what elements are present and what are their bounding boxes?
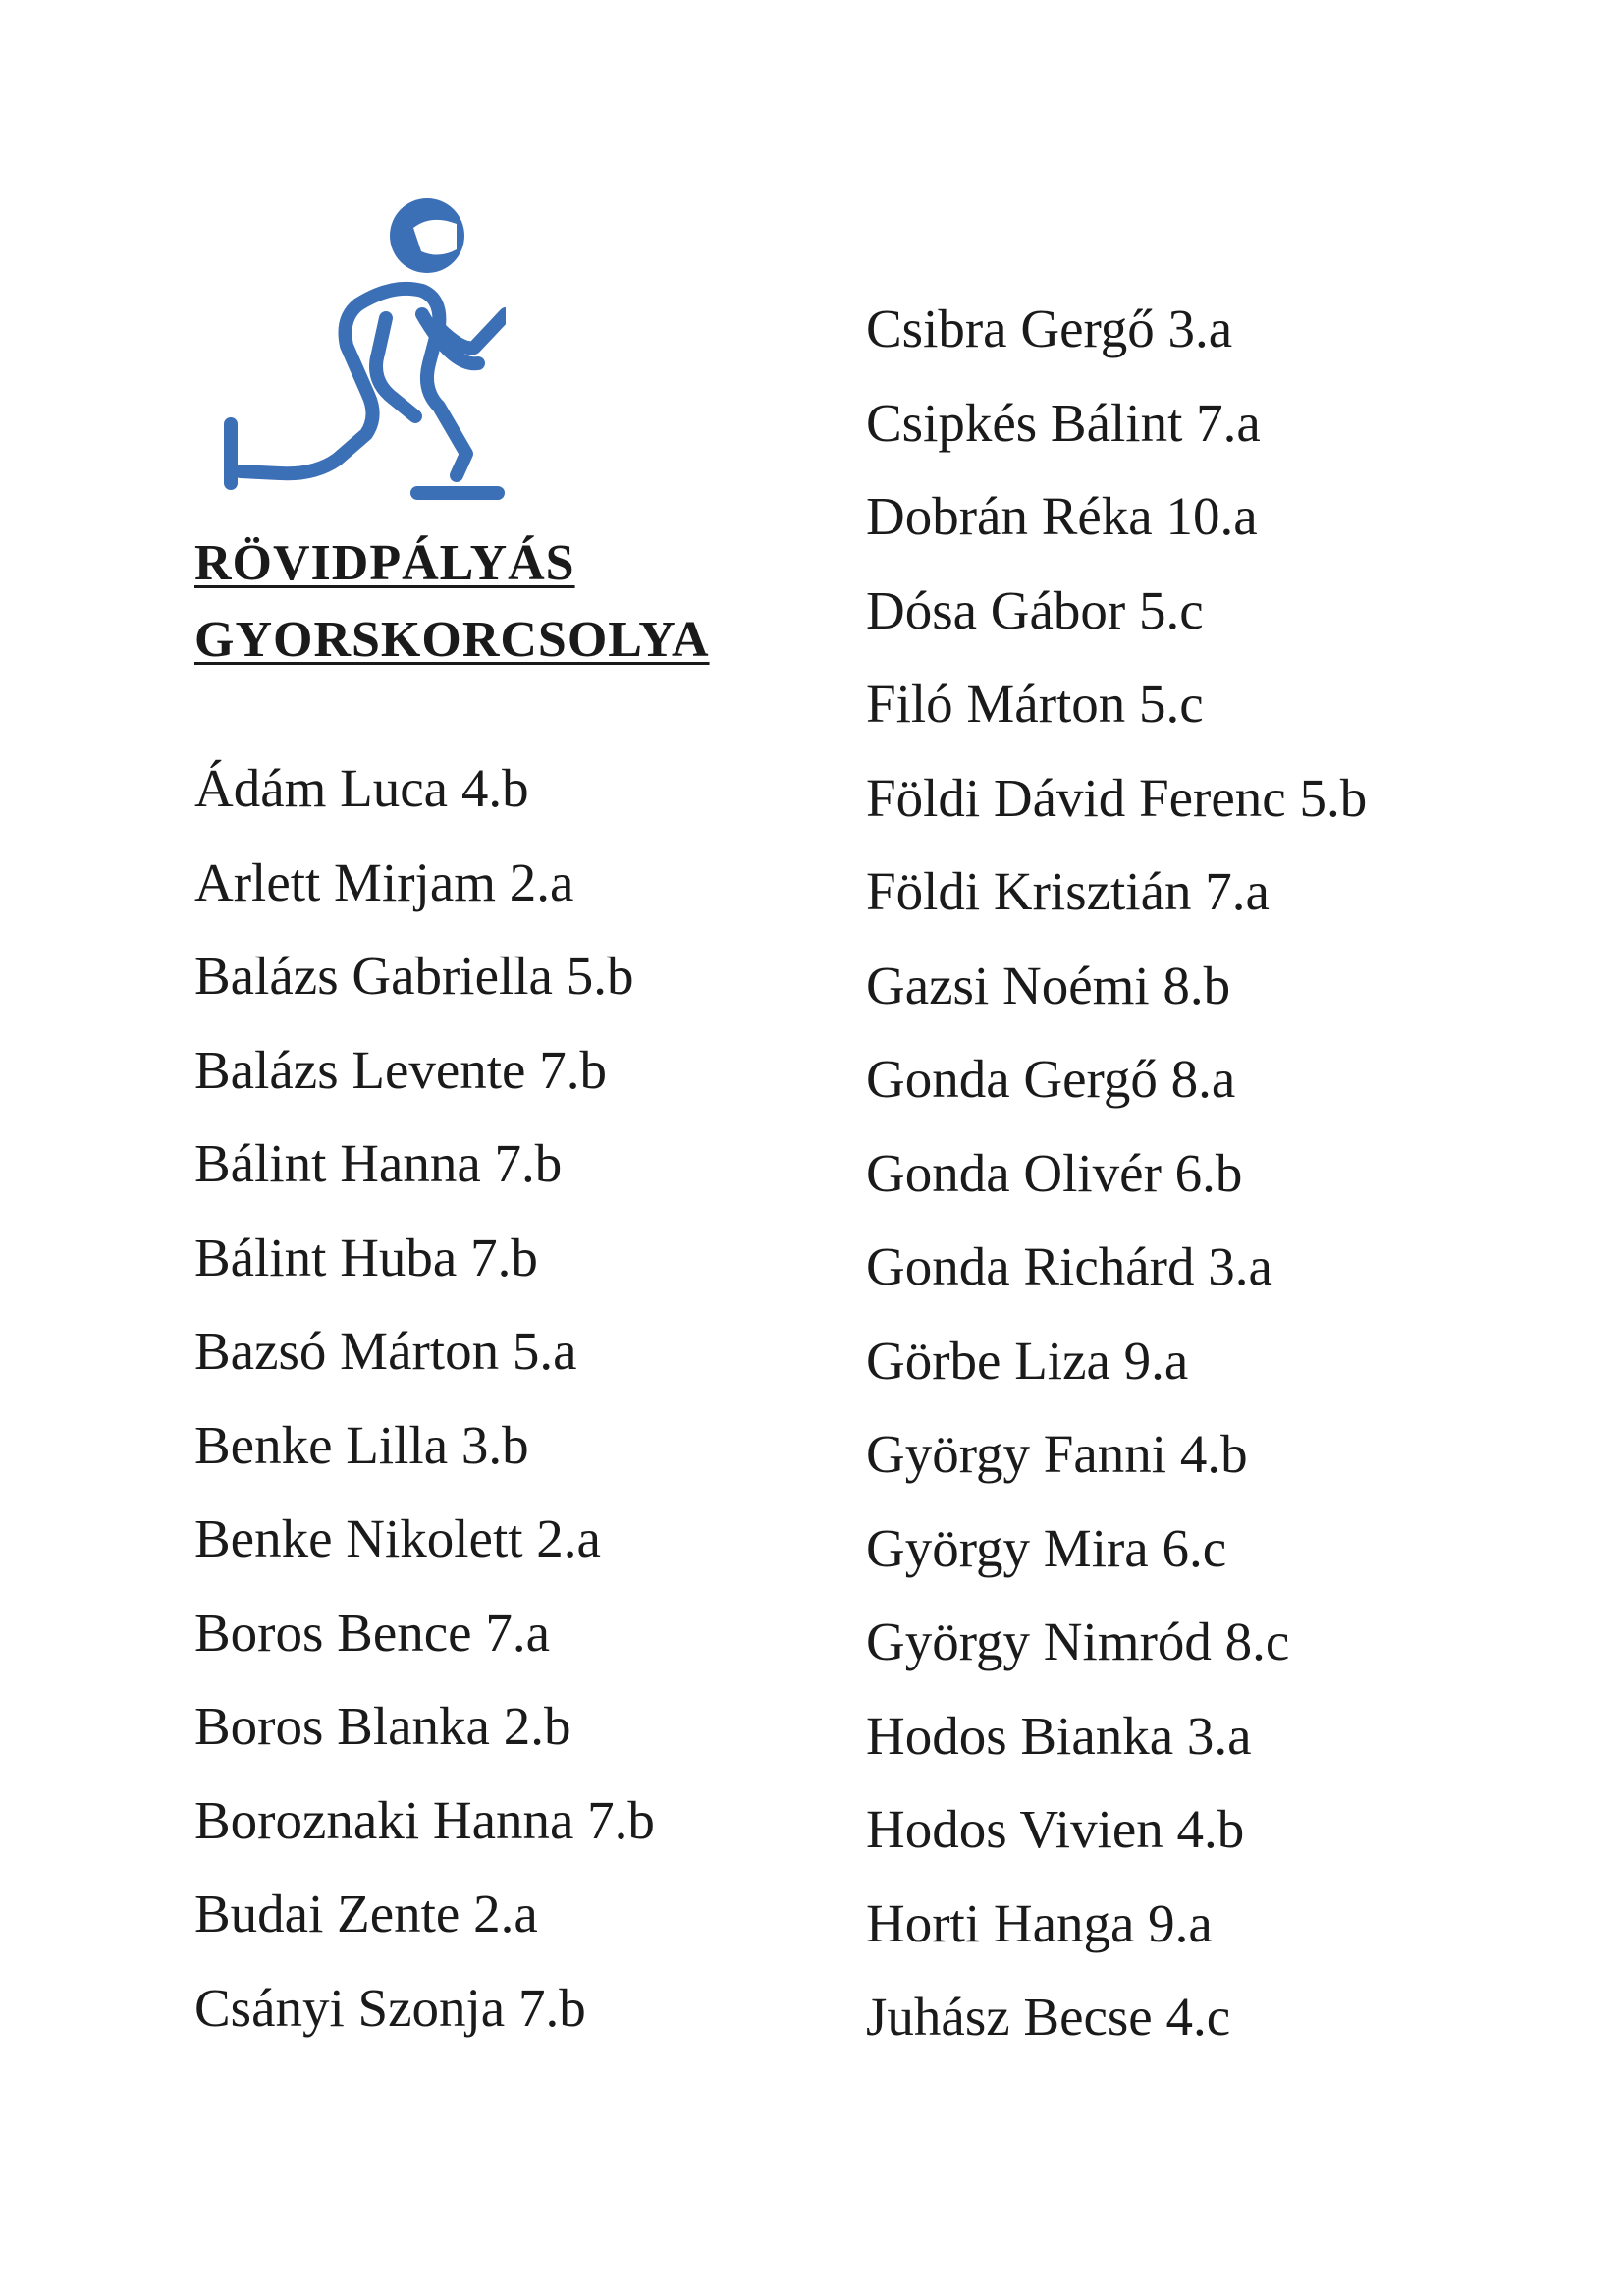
list-item: Hodos Bianka 3.a	[866, 1705, 1252, 1766]
list-item: György Fanni 4.b	[866, 1424, 1248, 1484]
list-item: Boros Blanka 2.b	[194, 1696, 571, 1756]
list-item: György Mira 6.c	[866, 1517, 1227, 1578]
list-item: Bálint Huba 7.b	[194, 1227, 538, 1287]
list-item: Hodos Vivien 4.b	[866, 1799, 1245, 1859]
list-item: Csipkés Bálint 7.a	[866, 392, 1261, 453]
list-item: Balázs Gabriella 5.b	[194, 946, 634, 1006]
list-item: Földi Dávid Ferenc 5.b	[866, 767, 1368, 828]
list-item: Balázs Levente 7.b	[194, 1039, 607, 1100]
list-item: Bálint Hanna 7.b	[194, 1133, 563, 1193]
list-item: Gonda Richárd 3.a	[866, 1236, 1272, 1296]
list-item: Bazsó Márton 5.a	[194, 1321, 577, 1381]
list-item: Dobrán Réka 10.a	[866, 486, 1258, 546]
list-item: Boros Bence 7.a	[194, 1602, 550, 1663]
list-item: Görbe Liza 9.a	[866, 1330, 1189, 1391]
list-item: Gonda Gergő 8.a	[866, 1049, 1236, 1109]
list-item: Budai Zente 2.a	[194, 1884, 538, 1943]
list-item: Filó Márton 5.c	[866, 674, 1204, 734]
title-line-1: RÖVIDPÁLYÁS	[194, 535, 575, 591]
list-item: Dósa Gábor 5.c	[866, 579, 1204, 640]
list-item: Földi Krisztián 7.a	[866, 861, 1270, 921]
names-list-right	[866, 282, 1367, 2064]
list-item: Ádám Luca 4.b	[194, 758, 529, 818]
document-title	[194, 525, 710, 679]
list-item: Benke Nikolett 2.a	[194, 1508, 601, 1568]
list-item: Juhász Becse 4.c	[866, 1987, 1231, 2047]
list-item: Csibra Gergő 3.a	[866, 299, 1233, 358]
list-item: Boroznaki Hanna 7.b	[194, 1789, 655, 1850]
names-list-left	[194, 741, 655, 2054]
list-item: Arlett Mirjam 2.a	[194, 851, 574, 912]
list-item: Gazsi Noémi 8.b	[866, 955, 1231, 1015]
list-item: Csányi Szonja 7.b	[194, 1977, 586, 2038]
list-item: Horti Hanga 9.a	[866, 1892, 1213, 1953]
ice-skater-icon	[221, 189, 506, 513]
title-line-2: GYORSKORCSOLYA	[194, 612, 710, 668]
list-item: Benke Lilla 3.b	[194, 1414, 529, 1475]
list-item: Gonda Olivér 6.b	[866, 1142, 1243, 1203]
list-item: György Nimród 8.c	[866, 1612, 1290, 1671]
